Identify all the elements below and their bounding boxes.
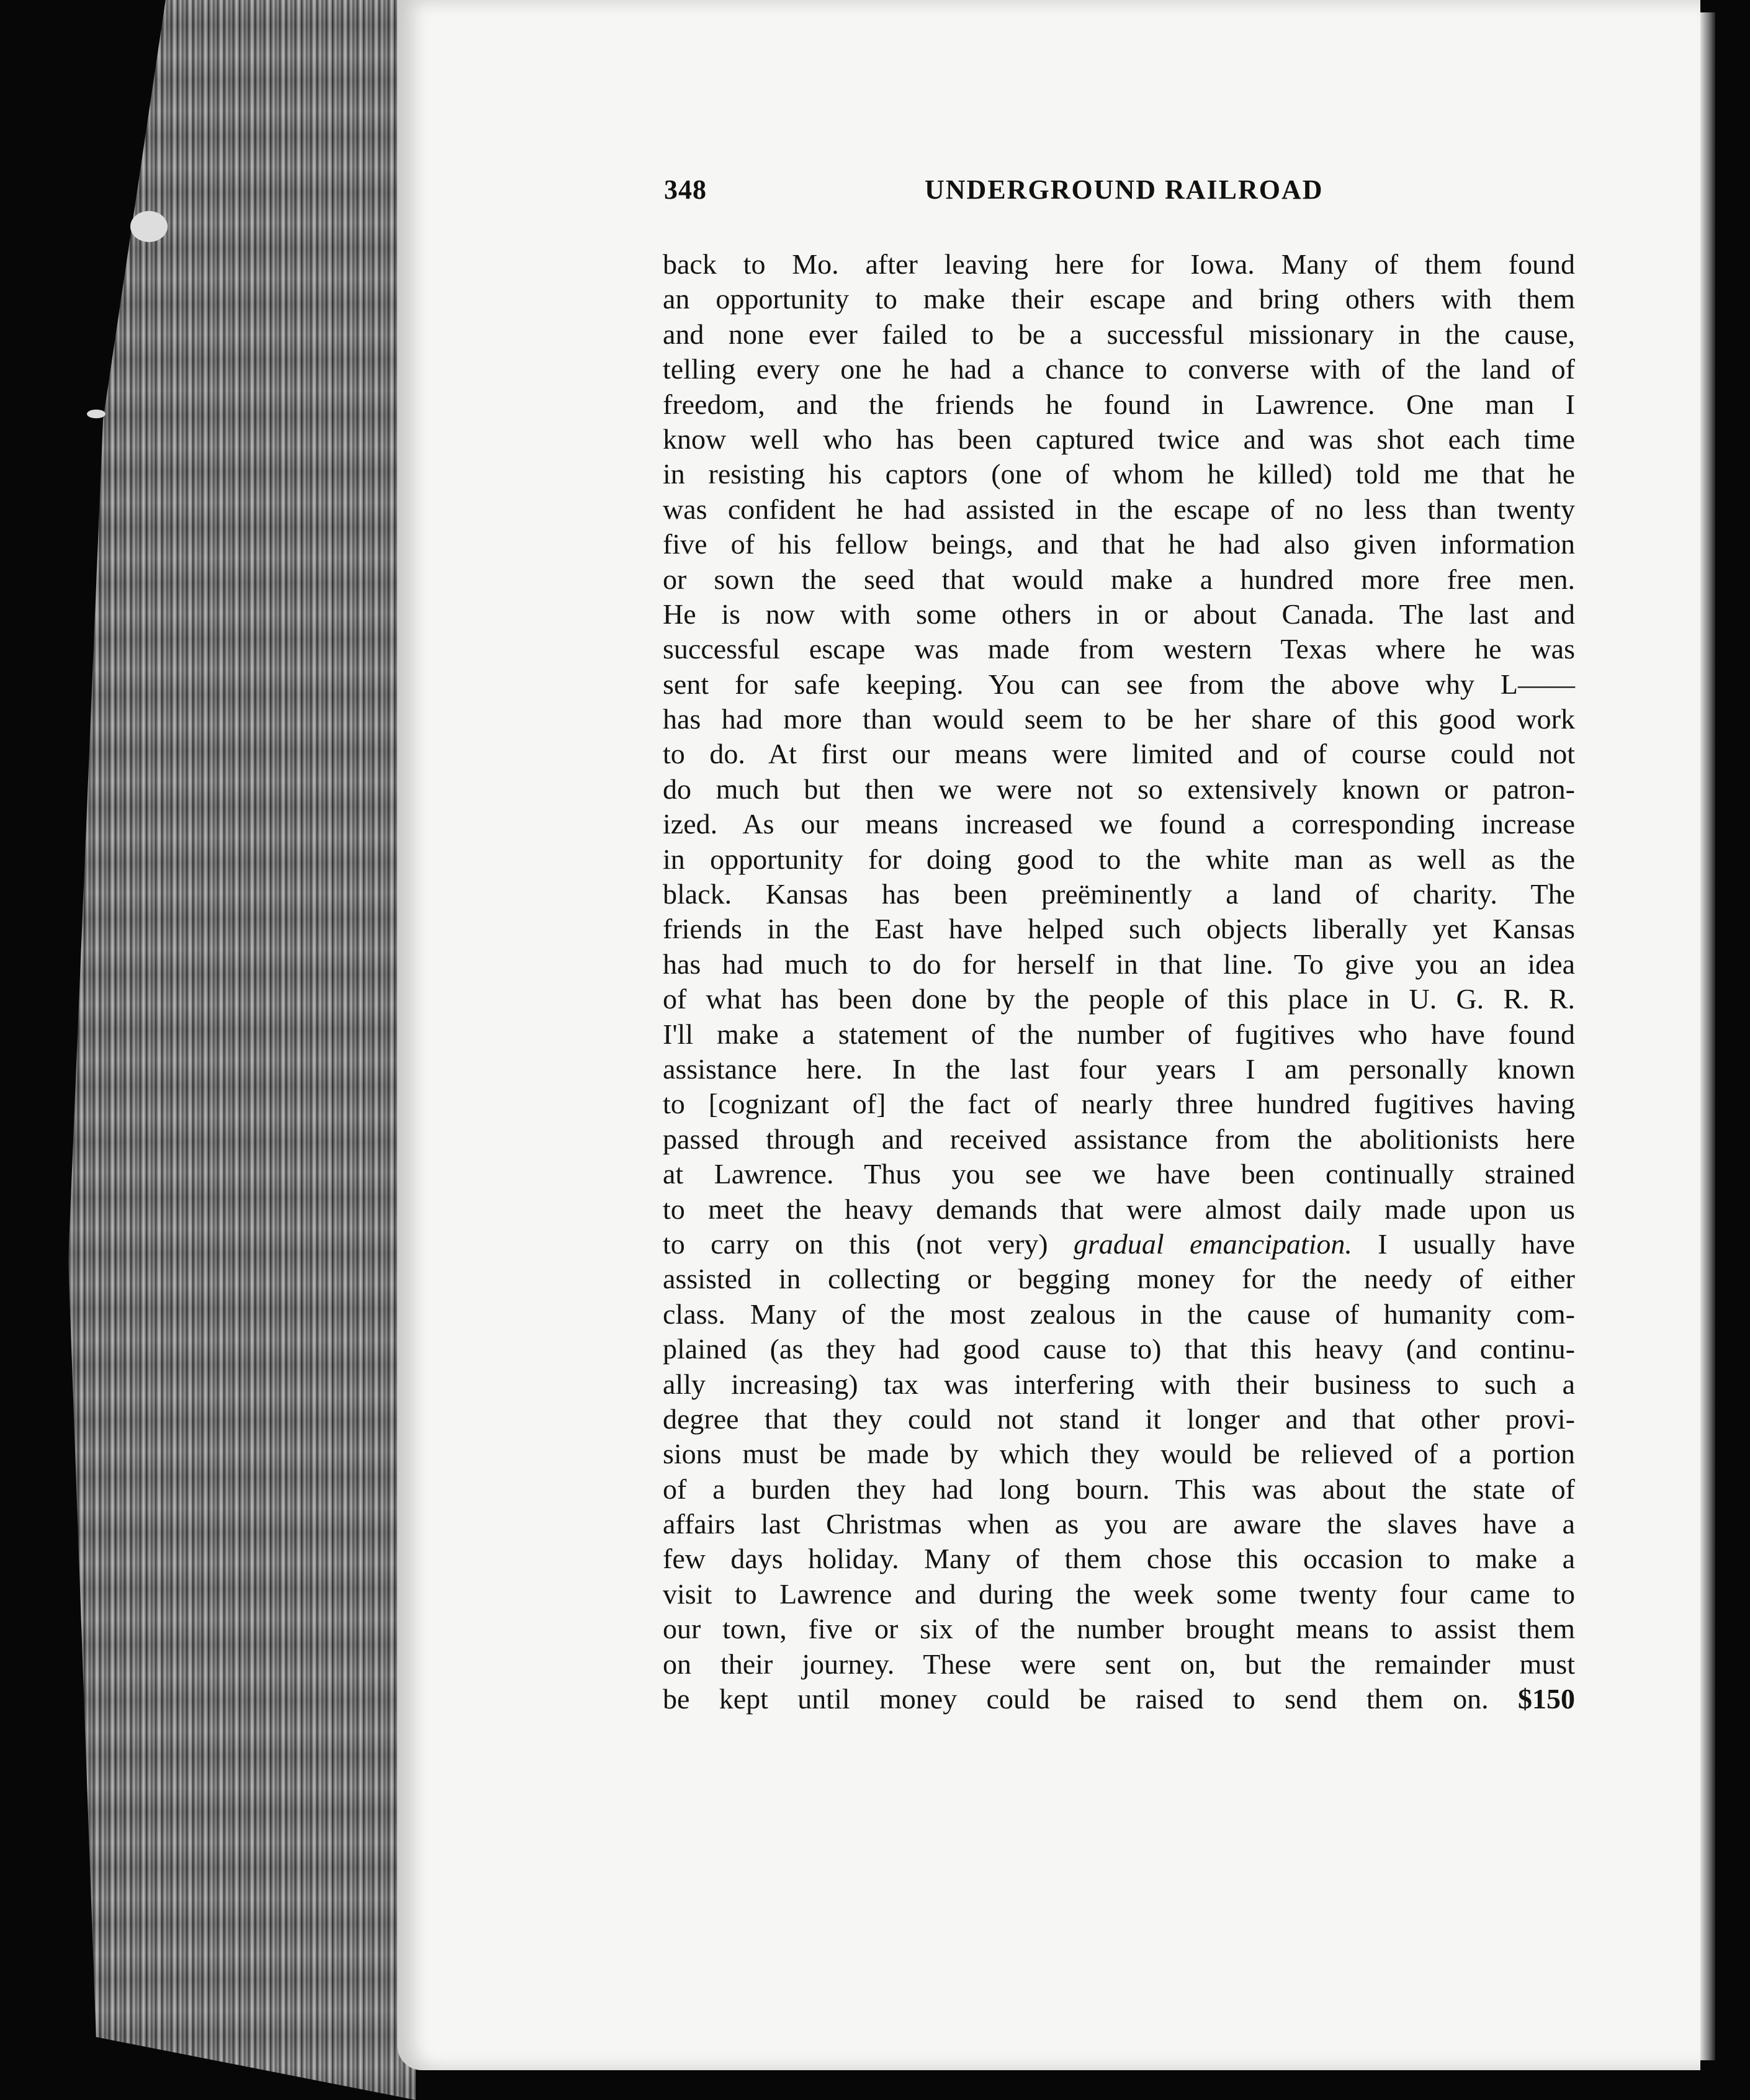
last-text-line: [663, 1682, 1575, 1716]
text-line: passed through and received assistance from the abolitionists here: [663, 1123, 1575, 1155]
text-line: know well who has been captured twice and was shot each time: [663, 423, 1575, 455]
text-line: of what has been done by the people of this place in U. G. R. R.: [663, 983, 1575, 1015]
running-title: UNDERGROUND RAILROAD: [925, 174, 1324, 205]
body-text: [663, 247, 1575, 1716]
text-line: an opportunity to make their escape and bring others with them: [663, 283, 1575, 315]
text-line: successful escape was made from western Texas where he was: [663, 633, 1575, 665]
text-line: back to Mo. after leaving here for Iowa. Many of them found: [663, 248, 1575, 280]
text-line: or sown the seed that would make a hundred more free men.: [663, 563, 1575, 595]
text-line: assistance here. In the last four years I am personally known: [663, 1052, 1575, 1085]
text-line: of a burden they had long bourn. This was about the state of: [663, 1473, 1575, 1505]
text-line: freedom, and the friends he found in Lawrence. One man I: [663, 388, 1575, 420]
text-line: in resisting his captors (one of whom he killed) told me that he: [663, 458, 1575, 490]
text-line: has had much to do for herself in that line. To give you an idea: [663, 948, 1575, 980]
text-line: class. Many of the most zealous in the cause of humanity com-: [663, 1298, 1575, 1330]
text-line: to meet the heavy demands that were almost daily made upon us: [663, 1193, 1575, 1225]
text-line: five of his fellow beings, and that he had also given information: [663, 528, 1575, 560]
text-line: has had more than would seem to be her share of this good work: [663, 703, 1575, 735]
text-line: visit to Lawrence and during the week some twenty four came to: [663, 1577, 1575, 1610]
italic-phrase: gradual emancipation.: [1073, 1227, 1352, 1260]
text-line: assisted in collecting or begging money for the needy of either: [663, 1263, 1575, 1295]
text-line: few days holiday. Many of them chose this occasion to make a: [663, 1543, 1575, 1575]
text-line: was confident he had assisted in the escape of no less than twenty: [663, 493, 1575, 525]
text-segment: I usually have: [1352, 1227, 1576, 1260]
amount-text: $150: [1518, 1683, 1576, 1715]
text-line: in opportunity for doing good to the white man as well as the: [663, 843, 1575, 875]
text-line: do much but then we were not so extensively known or patron-: [663, 773, 1575, 805]
text-segment: to carry on this (not very): [663, 1227, 1074, 1260]
book-page-edges: [68, 0, 416, 2100]
text-line: to do. At first our means were limited and of course could not: [663, 738, 1575, 770]
page-number: 348: [664, 174, 707, 205]
page-header: [664, 174, 1582, 217]
text-line: sions must be made by which they would be relieved of a portion: [663, 1438, 1575, 1470]
text-line: on their journey. These were sent on, but the remainder must: [663, 1648, 1575, 1680]
text-line-with-italic: [663, 1227, 1575, 1262]
paper-speck: [130, 211, 168, 242]
text-line: black. Kansas has been preëminently a land of charity. The: [663, 878, 1575, 910]
text-line: He is now with some others in or about Canada. The last and: [663, 598, 1575, 630]
page-right-edge: [1700, 12, 1715, 2060]
text-line: and none ever failed to be a successful missionary in the cause,: [663, 318, 1575, 350]
text-line: our town, five or six of the number brought means to assist them: [663, 1613, 1575, 1645]
text-line: ally increasing) tax was interfering with their business to such a: [663, 1368, 1575, 1400]
text-line: at Lawrence. Thus you see we have been continually strained: [663, 1158, 1575, 1190]
text-line: ized. As our means increased we found a corresponding increase: [663, 808, 1575, 840]
text-line: friends in the East have helped such objects liberally yet Kansas: [663, 913, 1575, 945]
text-line: sent for safe keeping. You can see from the above why L——: [663, 668, 1575, 700]
text-line: affairs last Christmas when as you are aware the slaves have a: [663, 1508, 1575, 1540]
text-line: I'll make a statement of the number of fugitives who have found: [663, 1018, 1575, 1050]
text-segment: be kept until money could be raised to send them on.: [663, 1683, 1489, 1715]
text-line: telling every one he had a chance to converse with of the land of: [663, 353, 1575, 385]
text-line: degree that they could not stand it longer and that other provi-: [663, 1402, 1575, 1435]
text-line: to [cognizant of] the fact of nearly three hundred fugitives having: [663, 1088, 1575, 1120]
paper-speck: [87, 410, 105, 418]
text-line: plained (as they had good cause to) that this heavy (and continu-: [663, 1333, 1575, 1365]
